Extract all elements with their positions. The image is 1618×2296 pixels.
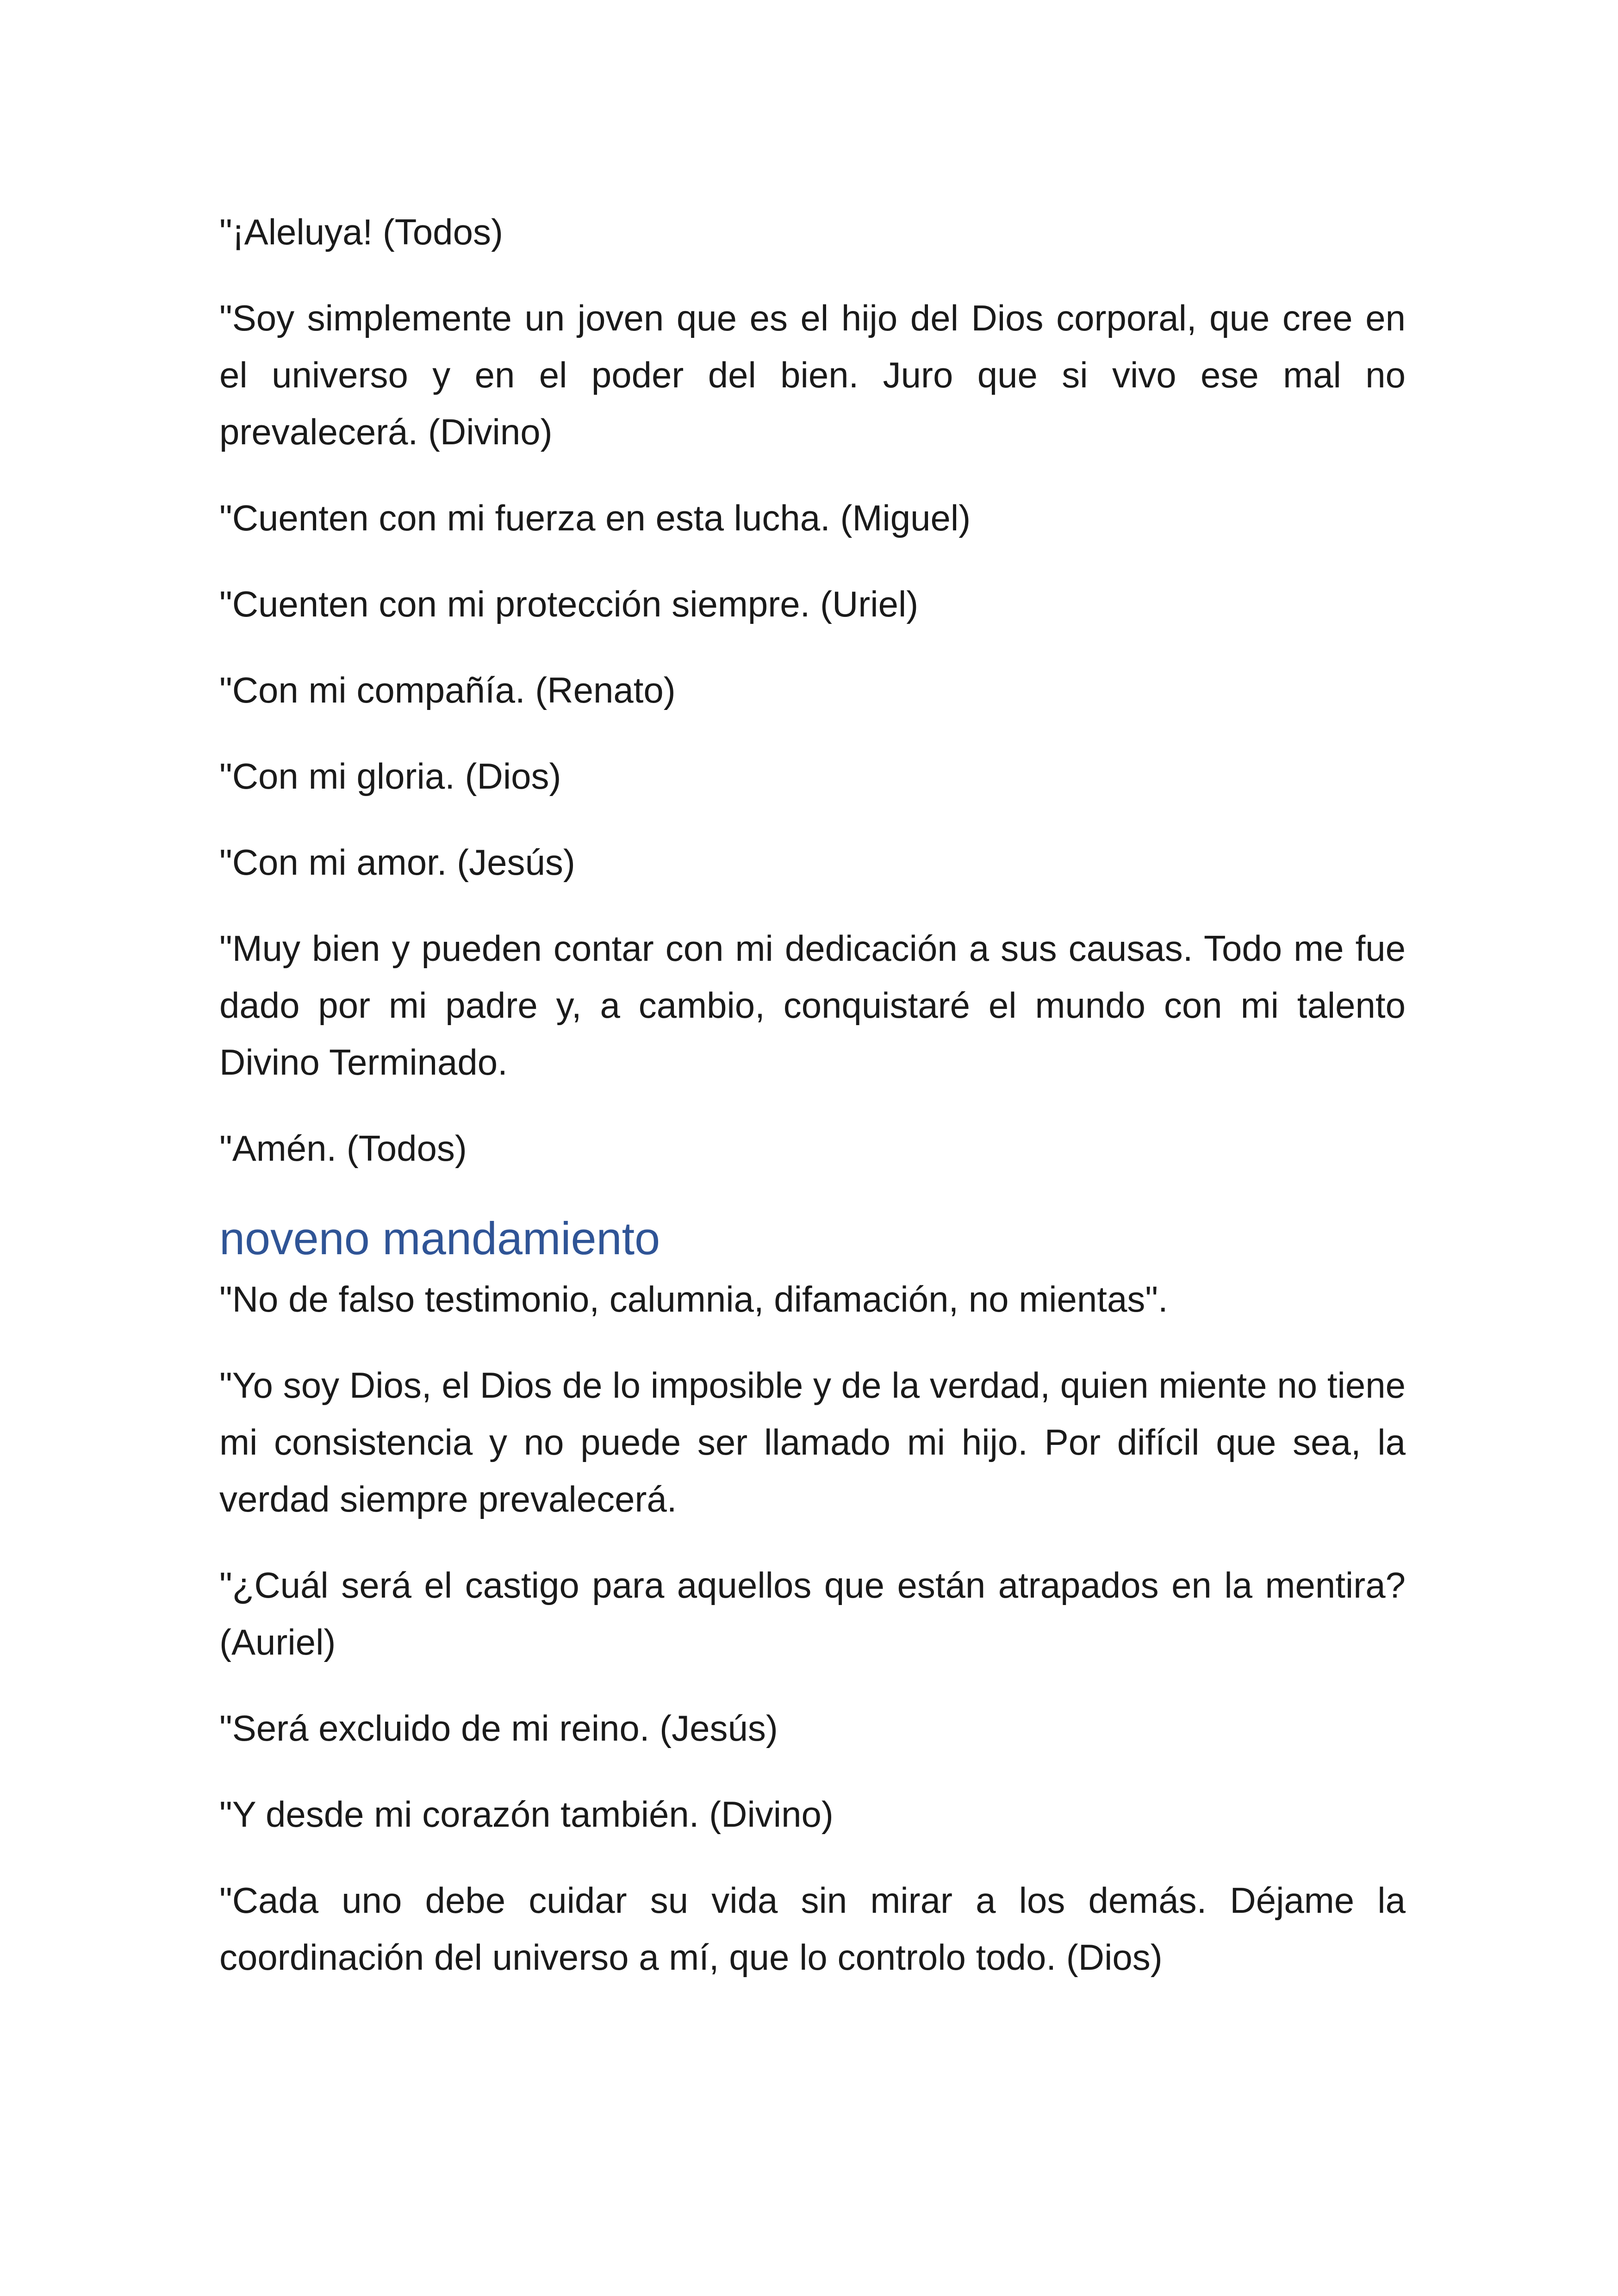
paragraph-auriel-question: "¿Cuál será el castigo para aquellos que están atrapados en la mentira? (Auriel) xyxy=(219,1565,1406,1662)
paragraph-dedicacion: "Muy bien y pueden contar con mi dedicación a sus causas. Todo me fue dado por mi padre y, a cambio, conquistaré el mundo con mi talento Divino Terminado. xyxy=(219,928,1406,1083)
paragraph-dios-gloria: "Con mi gloria. (Dios) xyxy=(219,756,561,796)
paragraph-miguel: "Cuenten con mi fuerza en esta lucha. (Miguel) xyxy=(219,498,971,538)
paragraph-uriel: "Cuenten con mi protección siempre. (Uriel) xyxy=(219,584,919,624)
paragraph-amen: "Amén. (Todos) xyxy=(219,1128,467,1169)
document-body xyxy=(219,204,1406,2015)
paragraph-commandment: "No de falso testimonio, calumnia, difamación, no mientas". xyxy=(219,1279,1168,1319)
paragraph-divino-corazon: "Y desde mi corazón también. (Divino) xyxy=(219,1794,834,1835)
paragraph-dios-verdad: "Yo soy Dios, el Dios de lo imposible y de la verdad, quien miente no tiene mi consistencia y no puede ser llamado mi hijo. Por difícil que sea, la verdad siempre prevalecerá. xyxy=(219,1365,1406,1519)
paragraph-jesus-amor: "Con mi amor. (Jesús) xyxy=(219,842,575,883)
paragraph-jesus-excluido: "Será excluido de mi reino. (Jesús) xyxy=(219,1708,778,1748)
paragraph-dios-coordinacion: "Cada uno debe cuidar su vida sin mirar a los demás. Déjame la coordinación del universo a mí, que lo controlo todo. (Dios) xyxy=(219,1880,1406,1978)
paragraph-renato: "Con mi compañía. (Renato) xyxy=(219,670,676,710)
paragraph-aleluya: "¡Aleluya! (Todos) xyxy=(219,212,503,252)
section-heading: noveno mandamiento xyxy=(219,1213,660,1264)
paragraph-divino-oath: "Soy simplemente un joven que es el hijo del Dios corporal, que cree en el universo y en el poder del bien. Juro que si vivo ese mal no prevalecerá. (Divino) xyxy=(219,298,1406,452)
